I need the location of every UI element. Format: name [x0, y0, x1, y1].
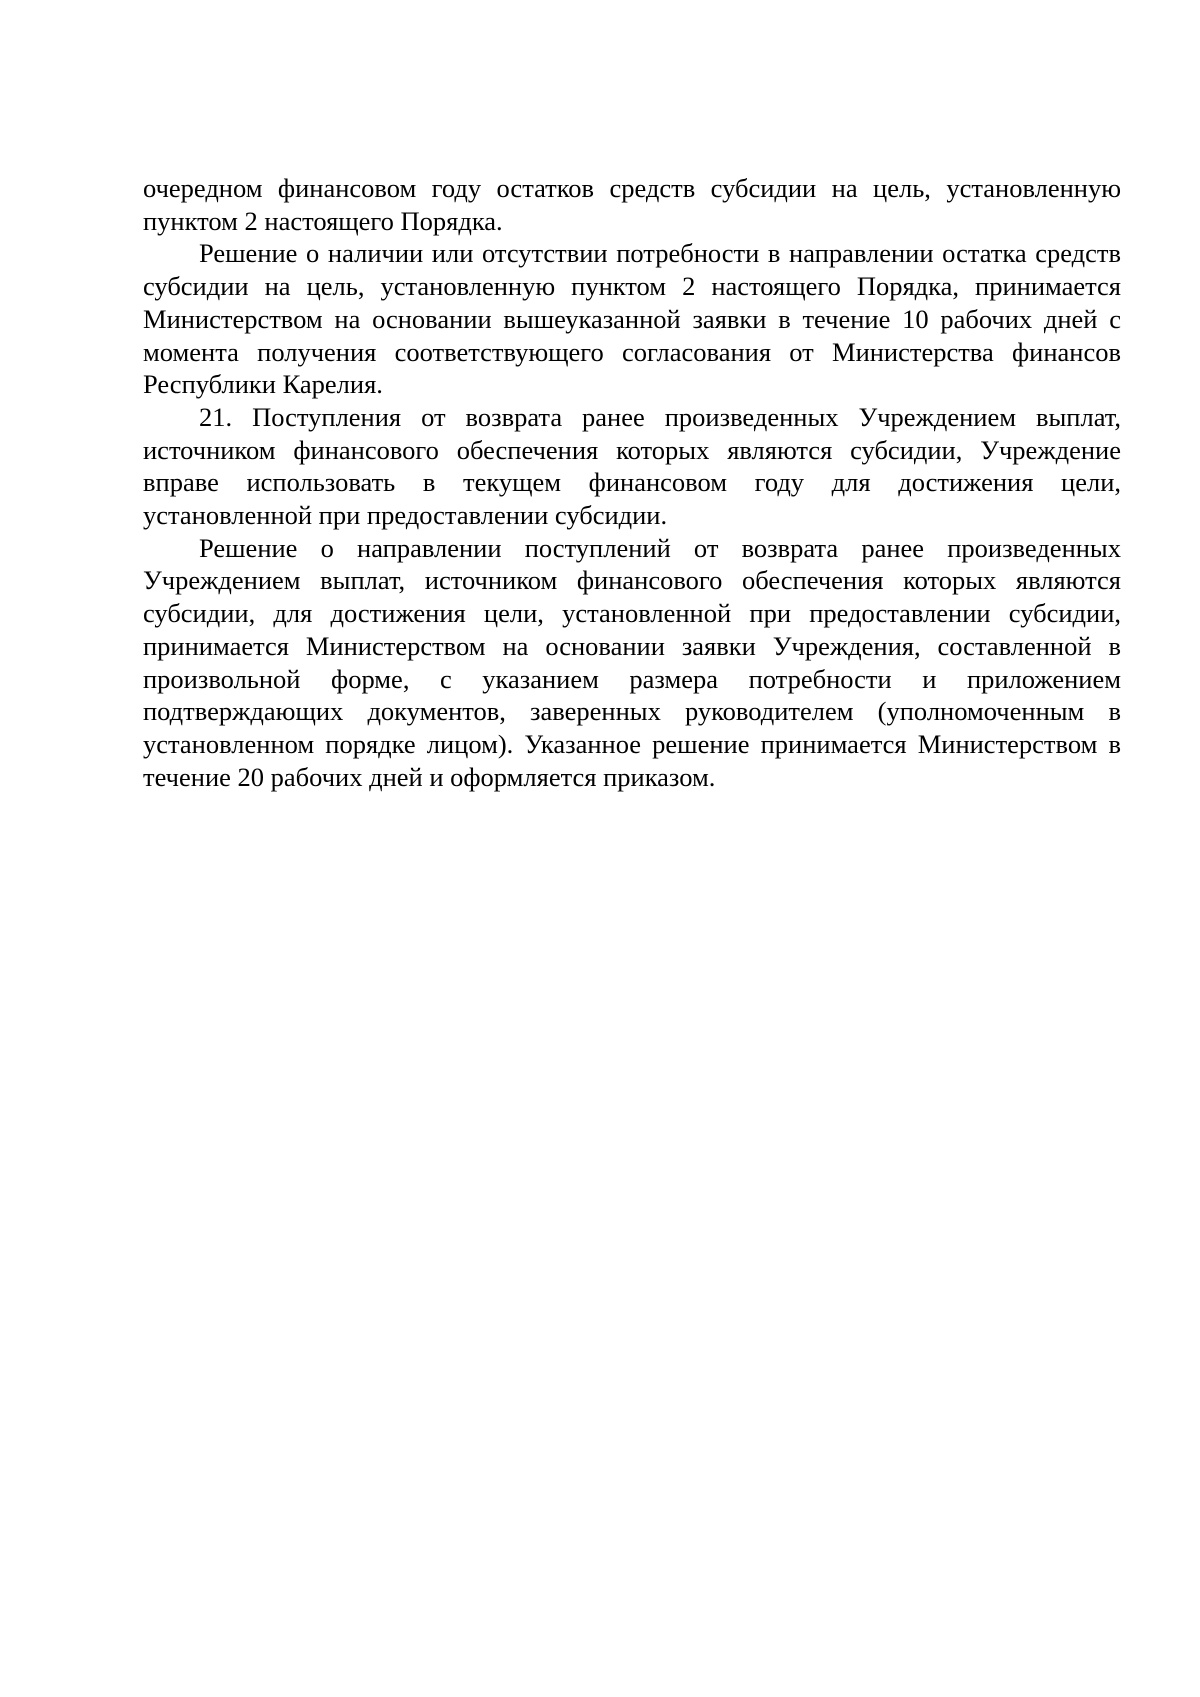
- paragraph-continuation: очередном финансовом году остатков средств субсидии на цель, установленную пунктом 2 настоящего Порядка.: [143, 173, 1121, 236]
- paragraph-clause-21: 21. Поступления от возврата ранее произведенных Учреждением выплат, источником финансового обеспечения которых являются субсидии, Учреждение вправе использовать в текущем финансовом году для достижения цели, установленной при предоставлении субсидии.: [143, 401, 1121, 531]
- document-body: [143, 172, 1121, 793]
- paragraph-decision-receipts: Решение о направлении поступлений от возврата ранее произведенных Учреждением выплат, источником финансового обеспечения которых являются субсидии, для достижения цели, установленной при предоставлении субсидии, принимается Министерством на основании заявки Учреждения, составленной в произвольной форме, с указанием размера потребности и приложением подтверждающих документов, заверенных руководителем (уполномоченным в установленном порядке лицом). Указанное решение принимается Министерством в течение 20 рабочих дней и оформляется приказом.: [143, 532, 1121, 792]
- paragraph-decision-remainder: Решение о наличии или отсутствии потребности в направлении остатка средств субсидии на цель, установленную пунктом 2 настоящего Порядка, принимается Министерством на основании вышеуказанной заявки в течение 10 рабочих дней с момента получения соответствующего согласования от Министерства финансов Республики Карелия.: [143, 238, 1121, 400]
